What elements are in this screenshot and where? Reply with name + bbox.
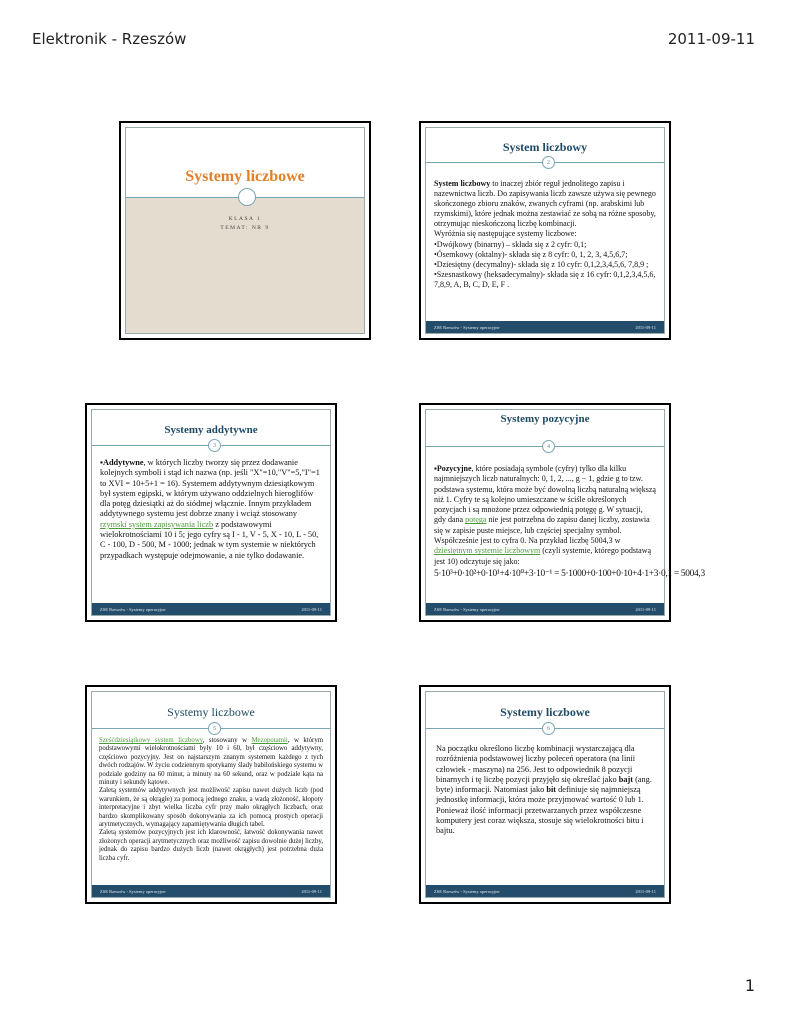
slide-6-frame xyxy=(425,691,665,898)
sexagesimal-link[interactable]: Sześćdziesiątkowy system liczbowy xyxy=(99,737,203,744)
slide-5-paragraph-2: Zaletą systemów addytywnych jest możliwość zapisu nawet dużych liczb (pod warunkiem, że są okrągłe) za pomocą jednego znaku, a wadą złożoność, kłopoty interpretacyjne i zbyt wielka liczba cyfr przy mało okrągłych liczbach, oraz bardzo skomplikowany sposób dokonywania za ich pomocą prostych operacji arytmetycznych, wymagający zapamiętywania długich tabel. xyxy=(99,787,323,829)
bit-term: bit xyxy=(546,785,557,795)
slide-5-body xyxy=(99,737,323,863)
slide-4-footer xyxy=(426,603,664,615)
slide-3-title: Systemy addytywne xyxy=(164,424,258,436)
footer-date: 2011-09-11 xyxy=(301,606,322,612)
list-item: •Szesnastkowy (heksadecymalny)- składa się z 16 cyfr: 0,1,2,3,4,5,6, 7,8,9, A, B, C, D, E, F . xyxy=(434,269,656,289)
slide-2-number: 2 xyxy=(542,156,555,169)
decimal-expansion-formula: 5·10³+0·10²+0·10¹+4·10⁰+3·10⁻¹ = 5·1000+0·100+0·10+4·1+3·0,1 = 5004,3 xyxy=(434,568,705,579)
footer-date: 2011-09-11 xyxy=(635,888,656,894)
footer-date: 2011-09-11 xyxy=(635,324,656,330)
slide-4 xyxy=(419,403,705,622)
slide-4-frame xyxy=(425,409,705,616)
list-item: •Dziesiętny (decymalny)- składa się z 10 cyfr: 0,1,2,3,4,5,6, 7,8,9 ; xyxy=(434,259,649,269)
footer-label: ZSE Rzeszów - Systemy operacyjne xyxy=(100,888,166,894)
slide-3-text-1: , w których liczby tworzy się przez dodawanie kolejnych symboli i stąd ich nazwa (np. jeśli "X"=10,"V"=5,"I"=1 to XVI = 10+5+1 = 16). Systemem addytywnym dziesiątkowym był system egipski, w którym używano oddzielnych hieroglifów dla potęg dziesiątki aż do siódmej włącznie. Innym przykładem addytywnego systemu jest dobrze znany i wciąż stosowany xyxy=(100,458,320,519)
footer-label: ZSE Rzeszów - Systemy operacyjne xyxy=(434,888,500,894)
page-number: 1 xyxy=(744,976,755,995)
slide-5-frame xyxy=(91,691,331,898)
slide-4-text-2: nie jest potrzebna do zapisu danej liczby, zostawia się w zapisie puste miejsce, lub częściej specjalny symbol. Współcześnie jest to cyfra 0. Na przykład liczbę 5004,3 w xyxy=(434,515,650,546)
title-ornament-circle xyxy=(238,188,256,206)
slide-6-text-3: definiuje się najmniejszą jednostkę informacji, która może przyjmować wartość 0 lub 1. Ponieważ ilość informacji przetwarzanych przez współczesne komputery jest coraz większa, stosuje się wielokrotności bitu i bajtu. xyxy=(436,785,644,836)
slide-2-paragraph-2: Wyróżnia się następujące systemy liczbowe: xyxy=(434,229,577,239)
slide-4-lead: Pozycyjne xyxy=(436,464,472,473)
slide-1-topic: TEMAT: NR 9 xyxy=(220,225,270,231)
slide-6-number: 6 xyxy=(542,722,555,735)
slide-1-class: KLASA 1 xyxy=(228,216,262,222)
slide-2-title: System liczbowy xyxy=(502,140,588,154)
slide-6-body xyxy=(436,744,656,837)
footer-date: 2011-09-11 xyxy=(301,888,322,894)
slide-6-footer xyxy=(426,885,664,897)
slide-6-text-2: (ang. byte) informacji. Natomiast jako xyxy=(436,774,652,795)
footer-label: ZSE Rzeszów - Systemy operacyjne xyxy=(100,606,166,612)
slide-6 xyxy=(419,685,671,904)
slide-1-frame xyxy=(125,127,365,334)
slide-2-paragraph-1: to inaczej zbiór reguł jednolitego zapisu i nazewnictwa liczb. Do zapisywania liczb zawsze używa się pewnego skończonego zbioru znaków, zwanych cyframi (np. arabskimi lub rzymskimi), które jednak można zestawiać ze sobą na różne sposoby, otrzymując nieskończoną liczbę kombinacji. xyxy=(434,179,656,229)
slide-3-number: 3 xyxy=(208,439,221,452)
slide-3 xyxy=(85,403,337,622)
slide-5-number: 5 xyxy=(208,722,221,735)
slide-2-body xyxy=(434,179,656,290)
decimal-system-link[interactable]: dziesiętnym systemie liczbowym xyxy=(434,546,541,556)
roman-numerals-link[interactable]: rzymski system zapisywania liczb xyxy=(100,519,214,529)
slide-2-footer xyxy=(426,321,664,333)
mesopotamia-link[interactable]: Mezopotamii xyxy=(251,737,288,744)
list-item: •Dwójkowy (binarny) – składa się z 2 cyfr: 0,1; xyxy=(434,239,587,249)
slide-3-frame xyxy=(91,409,331,616)
byte-term: bajt xyxy=(618,774,633,784)
slide-1-title: Systemy liczbowe xyxy=(185,168,305,185)
slide-6-text-1: Na początku określono liczbę kombinacji wystarczającą dla rozróżnienia podstawowej liczby poleceń operatora (na linii człowiek - maszyna) na 256. Jest to odpowiednik 8 pozycji binarnych i tę liczbę pozycji przyjęło się określać jako xyxy=(436,744,636,784)
power-link[interactable]: potęga xyxy=(465,515,487,525)
slide-1 xyxy=(119,121,371,340)
slide-3-body: ▪Addytywne, w których liczby tworzy się przez dodawanie kolejnych symboli i stąd ich nazwa (np. jeśli "X"=10,"V"=5,"I"=1 to XVI = 10+5+1 = 16). Systemem addytywnym dziesiątkowym był system egipski, w którym używano oddzielnych hieroglifów dla potęg dziesiątki aż do siódmej włącznie. Innym przykładem addytywnego systemu jest dobrze znany i wciąż stosowany rzymski system zapisywania liczb z podstawowymi wielokrotnościami 10 i 5; jego cyfry są I - 1, V - 5, X - 10, L - 50, C - 100, D - 500, M - 1000; jednak w tym systemie w niektórych przypadkach występuje odejmowanie, a nie tylko dodawanie. xyxy=(100,458,320,560)
slide-5 xyxy=(85,685,337,904)
page-header-left: Elektronik - Rzeszów xyxy=(32,30,187,48)
slide-3-text-2: z podstawowymi wielokrotnościami 10 i 5; jego cyfry są I - 1, V - 5, X - 10, L - 50, C - 100, D - 500, M - 1000; jednak w tym systemie w niektórych przypadkach występuje odejmowanie, a nie tylko dodawanie. xyxy=(100,519,319,560)
slide-4-text-3: (czyli systemie, którego podstawą jest 10) odczytuje się jako: xyxy=(434,546,652,566)
slide-5-footer xyxy=(92,885,330,897)
footer-label: ZSE Rzeszów - Systemy operacyjne xyxy=(434,606,500,612)
page-header-date: 2011-09-11 xyxy=(667,30,755,48)
footer-date: 2011-09-11 xyxy=(635,606,656,612)
slide-4-title: Systemy pozycyjne xyxy=(500,413,590,425)
slide-5-title: Systemy liczbowe xyxy=(167,705,255,719)
slide-4-number: 4 xyxy=(542,440,555,453)
slide-6-title: Systemy liczbowe xyxy=(500,705,590,719)
slide-2-frame xyxy=(425,127,665,334)
footer-label: ZSE Rzeszów - Systemy operacyjne xyxy=(434,324,500,330)
slide-5-paragraph-3: Zaletą systemów pozycyjnych jest ich klarowność, łatwość dokonywania nawet złożonych operacji arytmetycznych oraz możliwość zapisu dowolnie dużej liczby, jednak do zapisu bardzo dużych liczb (nawet okrągłych) jest potrzebna duża liczba cyfr. xyxy=(99,829,323,862)
slide-3-footer xyxy=(92,603,330,615)
slide-2 xyxy=(419,121,671,340)
slide-3-lead: Addytywne xyxy=(102,458,144,467)
slide-2-lead: System liczbowy xyxy=(434,179,491,188)
slide-5-text-2: , w którym podstawowymi wielokrotnościami były 10 i 60, był częściowo addytywny, częściowo pozycyjny. Jest on najstarszym znanym systemem każdego z tych dwóch rodzajów. W życiu codziennym spotykamy ślady babilońskiego systemu w podziale godziny na 60 minut, a minuty na 60 sekund, oraz w podziale kąta na minuty i sekundy kątowe. xyxy=(99,737,324,787)
list-item: •Ósemkowy (oktalny)- składa się z 8 cyfr: 0, 1, 2, 3, 4,5,6,7; xyxy=(434,249,628,259)
slide-4-body: ▪Pozycyjne, które posiadają symbole (cyfry) tylko dla kilku najmniejszych liczb naturalnych: 0, 1, 2, ..., g − 1, gdzie g to tzw. podstawa systemu, która może być dowolną liczbą naturalną większą niż 1. Cyfry te są kolejno umieszczane w ściśle określonych pozycjach i są mnożone przez odpowiednią potęgę g. W sytuacji, gdy dana potęga nie jest potrzebna do zapisu danej liczby, zostawia się w zapisie puste miejsce, lub częściej specjalny symbol. Współcześnie jest to cyfra 0. Na przykład liczbę 5004,3 w dziesiętnym systemie liczbowym (czyli systemie, którego podstawą jest 10) odczytuje się jako: 5·10³+0·10²+0·10¹+4·10⁰+3·10⁻¹ = 5·1000+0·100+0·10+4·1+3·0,1 = 5004,3 xyxy=(434,464,705,579)
slide-4-text-1: , które posiadają symbole (cyfry) tylko dla kilku najmniejszych liczb naturalnych: 0, 1, 2, ..., g − 1, gdzie g to tzw. podstawa systemu, która może być dowolną liczbą naturalną większą niż 1. Cyfry te są kolejno umieszczane w ściśle określonych pozycjach i są mnożone przez odpowiednią potęgę g. W sytuacji, gdy dana xyxy=(434,464,656,525)
slide-5-text-1: , stosowany w xyxy=(202,737,252,744)
